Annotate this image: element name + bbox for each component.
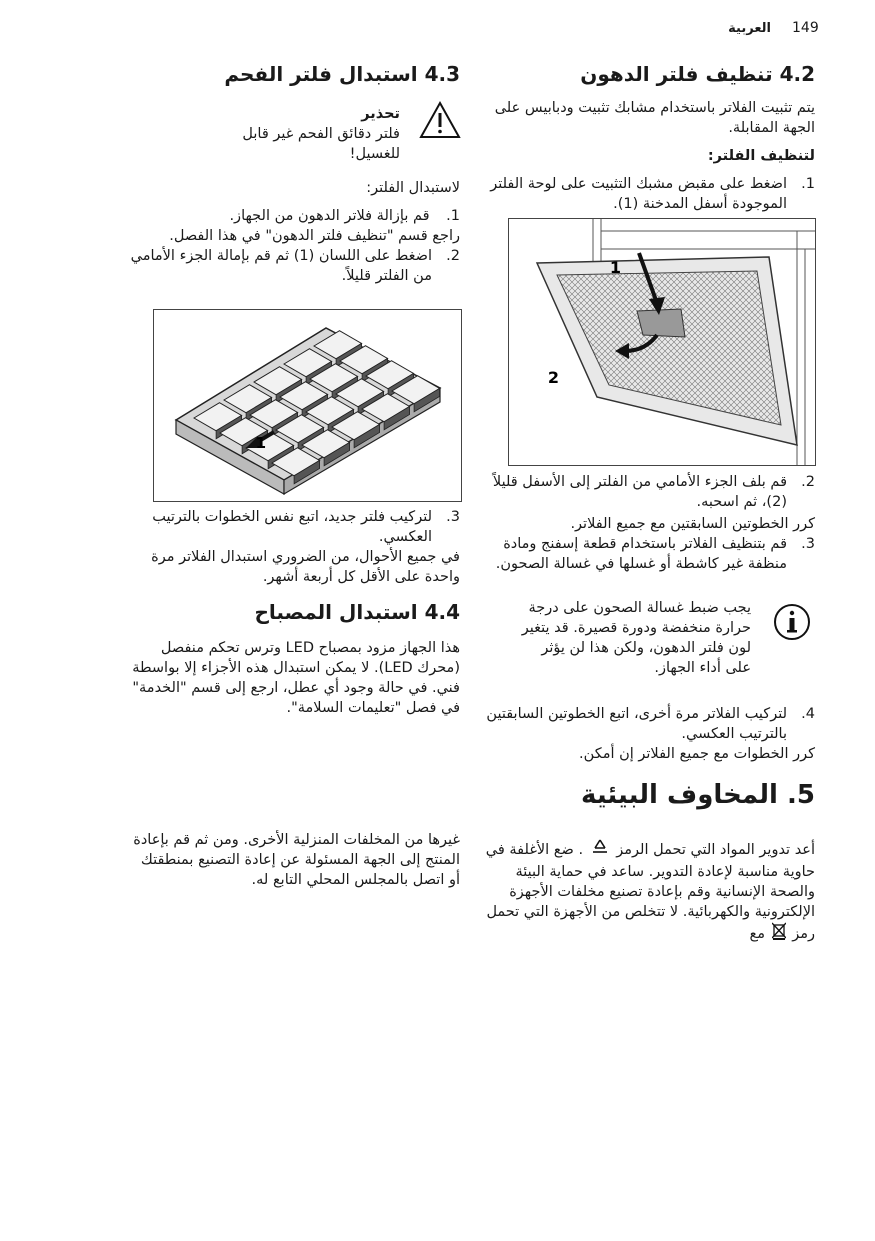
s43-note: في جميع الأحوال، من الضروري استبدال الفلاتر مرة واحدة على الأقل كل أربعة أشهر.	[151, 549, 460, 585]
section-5	[485, 778, 815, 812]
section-4-2-cont	[485, 472, 815, 574]
s5-para-a-part2: . ضع الأغلفة في حاوية مناسبة لإعادة التدوير. ساعد في حماية البيئة والصحة الإنسانية وقم بإعادة تصنيع مخلفات الأجهزة الإلكترونية والكهربائية. لا تتخلص من الأجهزة التي تحمل رمز	[485, 842, 815, 942]
s42-step-1-num: 1.	[801, 176, 815, 192]
s5-para-a	[485, 838, 815, 946]
section-4-3-end	[130, 507, 460, 587]
warning-title: تحذير	[361, 106, 400, 122]
s42-step-4	[485, 704, 815, 744]
s5-para-a-part1: أعد تدوير المواد التي تحمل الرمز	[616, 842, 815, 858]
s42-step-4-text: لتركيب الفلاتر مرة أخرى، اتبع الخطوتين السابقتين بالترتيب العكسي.	[486, 706, 787, 742]
s43-step-3-text: لتركيب فلتر جديد، اتبع نفس الخطوات بالترتيب العكسي.	[152, 509, 432, 545]
section-4-4-title: 4.4 استبدال المصباح	[254, 600, 460, 624]
info-icon	[772, 602, 812, 646]
section-4-2-title: 4.2 تنظيف فلتر الدهون	[580, 62, 815, 86]
charcoal-filter-illustration	[154, 310, 461, 501]
s42-step-3-num: 3.	[801, 536, 815, 552]
s43-step-2-text: اضغط على اللسان (1) ثم قم بإمالة الجزء الأمامي من الفلتر قليلاً.	[130, 248, 432, 284]
section-4-4	[130, 598, 460, 718]
s43-step-3-num: 3.	[446, 509, 460, 525]
s43-step-2	[130, 246, 460, 286]
s44-text: هذا الجهاز مزود بمصباح LED وترس تحكم منفصل (محرك LED). لا يمكن استبدال هذه الأجزاء إلا بواسطة فني. في حالة وجود أي عطل، ارجع إلى قسم "الخدمة" في فصل "تعليمات السلامة".	[132, 640, 460, 716]
section-4-3-title: 4.3 استبدال فلتر الفحم	[224, 62, 460, 86]
section-4-3-steps	[130, 178, 460, 286]
s42-step-2	[485, 472, 815, 512]
clip-handle	[637, 309, 685, 337]
info-note	[515, 598, 751, 678]
s43-step-2-num: 2.	[446, 248, 460, 264]
recycle-icon	[590, 838, 610, 862]
s43-step-1	[130, 206, 460, 246]
s42-repeat-1: كرر الخطوتين السابقتين مع جميع الفلاتر.	[570, 516, 815, 532]
charcoal-fig-label-1: 1	[255, 434, 266, 452]
s42-step-2-num: 2.	[801, 474, 815, 490]
s43-step-1-text: قم بإزالة فلاتر الدهون من الجهاز.	[229, 208, 430, 224]
s42-step-3-text: قم بتنظيف الفلاتر باستخدام قطعة إسفنج ومادة منظفة غير كاشطة أو غسلها في غسالة الصحون.	[495, 536, 787, 572]
section-5-title: 5. المخاوف البيئية	[581, 780, 815, 810]
page-number: 149	[792, 20, 819, 36]
section-4-3	[130, 60, 460, 88]
grease-fig-label-2: 2	[547, 368, 559, 387]
s5-para-a-part3: مع	[749, 926, 765, 942]
grease-filter-figure	[508, 218, 816, 466]
s42-step-4-num: 4.	[801, 706, 815, 722]
s42-step-2-text: قم بلف الجزء الأمامي من الفلتر إلى الأسفل قليلاً (2)، ثم اسحبه.	[492, 474, 787, 510]
section-4-2-end	[485, 704, 815, 764]
s42-repeat-2: كرر الخطوات مع جميع الفلاتر إن أمكن.	[579, 746, 815, 762]
s42-step-1-text: اضغط على مقبض مشبك التثبيت على لوحة الفلتر الموجودة أسفل المدخنة (1).	[490, 176, 787, 212]
s43-step-1-num: 1.	[446, 208, 460, 224]
weee-bin-icon	[772, 922, 786, 946]
warning-text: فلتر دقائق الفحم غير قابل للغسيل!	[242, 126, 400, 162]
warning-icon	[418, 100, 462, 144]
grease-filter-illustration	[509, 219, 815, 465]
s43-subhead: لاستبدال الفلتر:	[366, 180, 460, 196]
section-4-2	[485, 60, 815, 214]
s42-subhead: لتنظيف الفلتر:	[707, 148, 815, 164]
warning-box	[200, 104, 400, 164]
s43-step-3	[130, 507, 460, 547]
grease-fig-label-1: 1	[609, 258, 621, 277]
s42-step-3	[485, 534, 815, 574]
s42-step-1	[485, 174, 815, 214]
s5-para-b	[130, 830, 460, 890]
s5-para-b-text: غيرها من المخلفات المنزلية الأخرى. ومن ثم قم بإعادة المنتج إلى الجهة المسئولة عن إعادة التصنيع بمنطقتك أو اتصل بالمجلس المحلي التابع له.	[133, 832, 460, 888]
info-note-text: يجب ضبط غسالة الصحون على درجة حرارة منخفضة ودورة قصيرة. قد يتغير لون فلتر الدهون، ولكن هذا لن يؤثر على أداء الجهاز.	[521, 600, 751, 676]
s43-step-1-ref: راجع قسم "تنظيف فلتر الدهون" في هذا الفصل.	[169, 228, 460, 244]
charcoal-filter-figure	[153, 309, 462, 502]
language-label: العربية	[728, 21, 771, 36]
s42-intro: يتم تثبيت الفلاتر باستخدام مشابك تثبيت ودبابيس على الجهة المقابلة.	[494, 100, 815, 136]
